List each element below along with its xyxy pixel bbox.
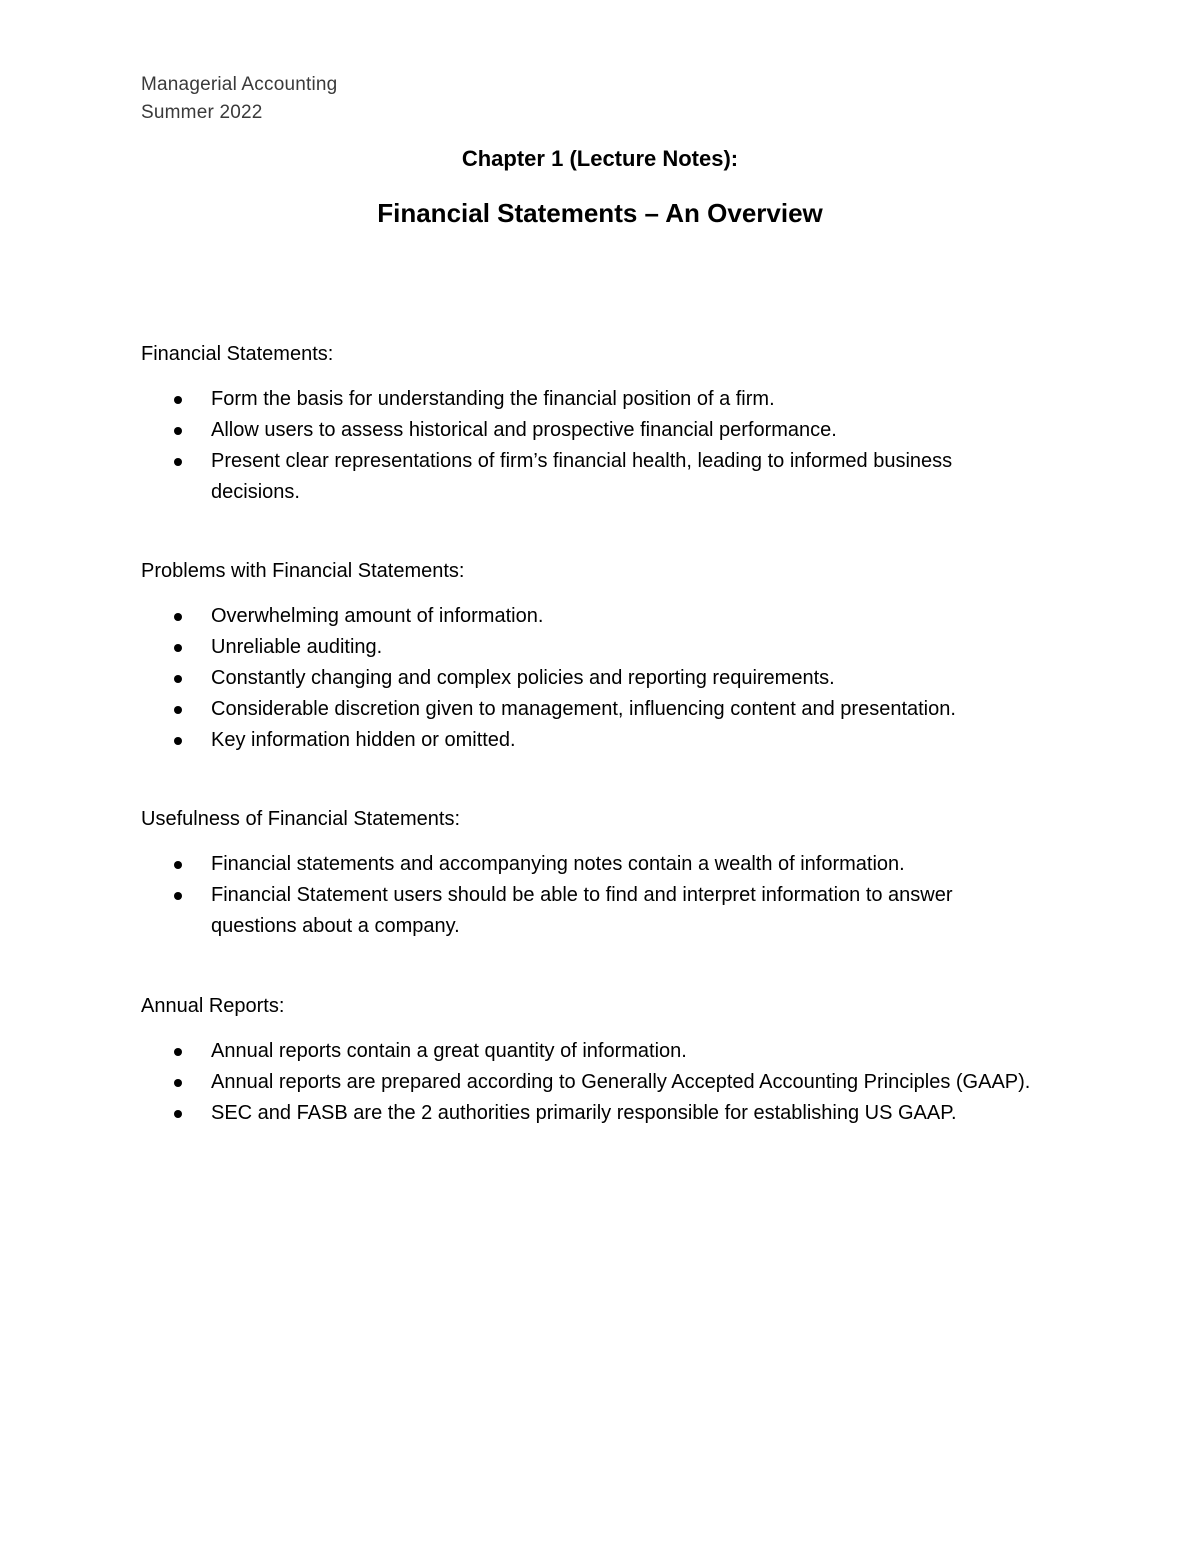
section-heading: Annual Reports: [141, 995, 285, 1017]
section-usefulness [141, 804, 1041, 942]
list-item-text: Financial Statement users should be able to find and interpret information to answer questions about a company. [211, 884, 953, 937]
bullet-icon [174, 427, 182, 435]
list-item-text: Present clear representations of firm’s financial health, leading to informed business decisions. [211, 450, 953, 503]
list-item [141, 694, 1041, 725]
section-financial-statements [141, 339, 1041, 508]
section-problems [141, 556, 1041, 756]
bullet-icon [174, 396, 182, 404]
list-item-text: Constantly changing and complex policies and reporting requirements. [211, 667, 835, 689]
term-label: Summer 2022 [141, 102, 263, 123]
bullet-icon [174, 644, 182, 652]
list-item [141, 446, 1041, 508]
list-item [141, 1067, 1041, 1098]
list-item [141, 1036, 1041, 1067]
list-item [141, 725, 1041, 756]
list-item-text: Allow users to assess historical and prospective financial performance. [211, 419, 837, 441]
list-item-text: Financial statements and accompanying notes contain a wealth of information. [211, 853, 905, 875]
bullet-icon [174, 458, 182, 466]
bullet-icon [174, 1079, 182, 1087]
bullet-icon [174, 861, 182, 869]
list-item [141, 1098, 1041, 1129]
list-item-text: Annual reports contain a great quantity of information. [211, 1040, 687, 1062]
list-item-text: Unreliable auditing. [211, 636, 383, 658]
section-heading: Usefulness of Financial Statements: [141, 808, 461, 830]
bullet-list [141, 849, 1041, 942]
bullet-list [141, 601, 1041, 756]
course-name: Managerial Accounting [141, 74, 338, 95]
list-item-text: Considerable discretion given to management, influencing content and presentation. [211, 698, 956, 720]
bullet-icon [174, 675, 182, 683]
list-item [141, 632, 1041, 663]
list-item-text: Annual reports are prepared according to Generally Accepted Accounting Principles (GAAP). [211, 1071, 1031, 1093]
list-item [141, 384, 1041, 415]
list-item-text: Key information hidden or omitted. [211, 729, 516, 751]
list-item [141, 601, 1041, 632]
bullet-icon [174, 613, 182, 621]
list-item-text: Form the basis for understanding the financial position of a firm. [211, 388, 775, 410]
list-item [141, 415, 1041, 446]
bullet-list [141, 1036, 1041, 1129]
section-annual-reports [141, 991, 1041, 1129]
bullet-icon [174, 1048, 182, 1056]
list-item [141, 663, 1041, 694]
bullet-icon [174, 892, 182, 900]
list-item [141, 880, 1041, 942]
list-item-text: Overwhelming amount of information. [211, 605, 544, 627]
section-heading: Financial Statements: [141, 343, 334, 365]
bullet-icon [174, 706, 182, 714]
page-title: Financial Statements – An Overview [377, 198, 823, 228]
bullet-icon [174, 737, 182, 745]
chapter-heading: Chapter 1 (Lecture Notes): [461, 146, 739, 171]
bullet-icon [174, 1110, 182, 1118]
bullet-list [141, 384, 1041, 508]
list-item [141, 849, 1041, 880]
section-heading: Problems with Financial Statements: [141, 560, 465, 582]
list-item-text: SEC and FASB are the 2 authorities primarily responsible for establishing US GAAP. [211, 1102, 957, 1124]
